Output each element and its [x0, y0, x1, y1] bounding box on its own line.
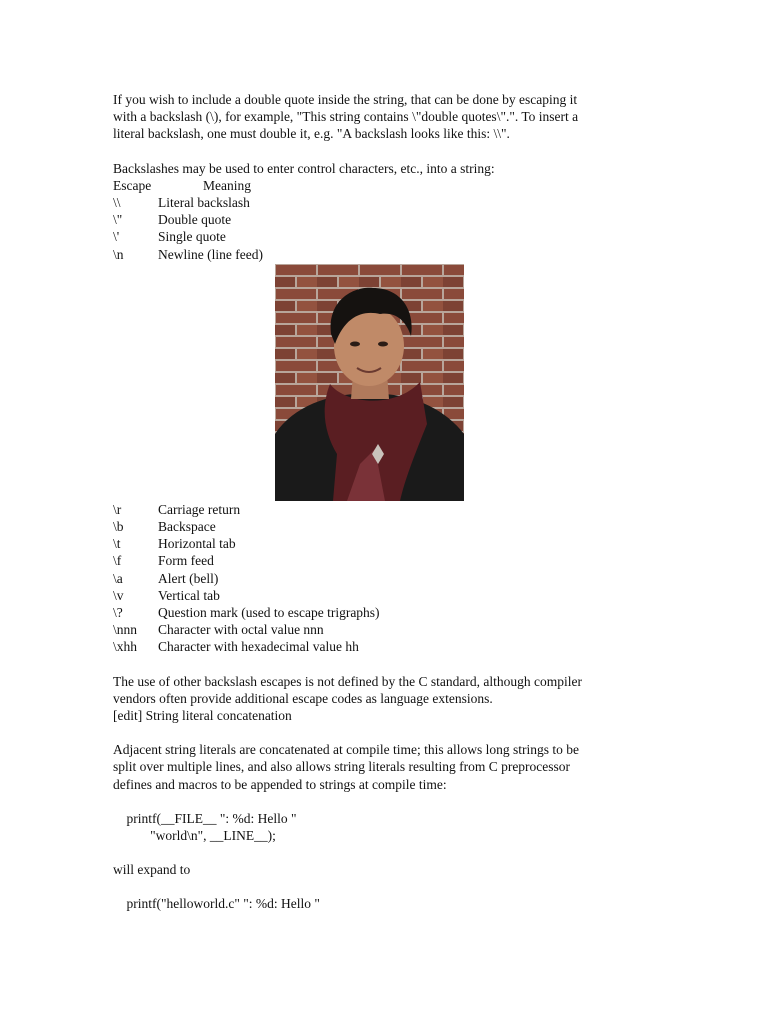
- escape-row: [113, 552, 653, 569]
- escape-meaning: Newline (line feed): [158, 246, 263, 262]
- escape-code: \?: [113, 605, 123, 621]
- escape-table-top: [113, 194, 653, 263]
- escape-row: [113, 604, 653, 621]
- escape-row: [113, 638, 653, 655]
- escape-meaning: Carriage return: [158, 501, 241, 517]
- header-escape: Escape: [113, 177, 152, 193]
- escape-code: \a: [113, 570, 123, 586]
- escape-meaning: Single quote: [158, 229, 226, 245]
- escape-code: \": [113, 212, 123, 228]
- header-meaning: Meaning: [203, 177, 251, 193]
- escape-meaning: Question mark (used to escape trigraphs): [158, 605, 380, 621]
- escape-code: \r: [113, 501, 122, 517]
- concat-line-2: split over multiple lines, and also allows string literals resulting from C preprocessor: [113, 759, 571, 775]
- escape-row: [113, 518, 653, 535]
- escape-meaning: Alert (bell): [158, 570, 219, 586]
- escape-row: [113, 246, 653, 263]
- escape-row: [113, 501, 653, 518]
- escape-row: [113, 621, 653, 638]
- escape-row: [113, 587, 653, 604]
- escape-meaning: Vertical tab: [158, 587, 220, 603]
- other-escapes-line-1: The use of other backslash escapes is not defined by the C standard, although compiler: [113, 673, 582, 689]
- escape-code: \f: [113, 553, 122, 569]
- escape-meaning: Literal backslash: [158, 195, 250, 211]
- intro-line-2: with a backslash (\), for example, "This string contains \"double quotes\".". To insert a: [113, 109, 579, 125]
- escape-meaning: Backspace: [158, 519, 216, 535]
- escape-meaning: Horizontal tab: [158, 536, 236, 552]
- escape-code: \v: [113, 587, 124, 603]
- escape-table-bottom: [113, 501, 653, 656]
- concat-line-1: Adjacent string literals are concatenated at compile time; this allows long strings to be: [113, 742, 579, 758]
- escape-code: \': [113, 229, 120, 245]
- escape-meaning: Character with octal value nnn: [158, 622, 324, 638]
- code-example-1-line-1: printf(__FILE__ ": %d: Hello ": [113, 810, 297, 826]
- escape-row: [113, 535, 653, 552]
- escape-row: [113, 228, 653, 245]
- document-page: [113, 91, 653, 913]
- control-intro: Backslashes may be used to enter control characters, etc., into a string:: [113, 160, 495, 176]
- code-example-1-line-2: "world\n", __LINE__);: [113, 828, 276, 844]
- escape-code: \t: [113, 536, 121, 552]
- other-escapes-line-2: vendors often provide additional escape codes as language extensions.: [113, 690, 493, 706]
- escape-meaning: Character with hexadecimal value hh: [158, 639, 359, 655]
- intro-line-3: literal backslash, one must double it, e.g. "A backslash looks like this: \\".: [113, 126, 510, 142]
- escape-code: \nnn: [113, 622, 138, 638]
- escape-row: [113, 194, 653, 211]
- escape-row: [113, 570, 653, 587]
- escape-code: \b: [113, 519, 124, 535]
- escape-code: \\: [113, 195, 121, 211]
- escape-code: \xhh: [113, 639, 138, 655]
- escape-table-header: [113, 177, 653, 194]
- concat-line-3: defines and macros to be appended to strings at compile time:: [113, 776, 447, 792]
- code-example-2-line-1: printf("helloworld.c" ": %d: Hello ": [113, 896, 320, 912]
- expand-text: will expand to: [113, 862, 191, 878]
- escape-code: \n: [113, 246, 124, 262]
- intro-line-1: If you wish to include a double quote inside the string, that can be done by escaping it: [113, 92, 578, 107]
- escape-row: [113, 211, 653, 228]
- portrait-image: [275, 264, 464, 501]
- escape-meaning: Form feed: [158, 553, 214, 569]
- escape-meaning: Double quote: [158, 212, 232, 228]
- section-heading: [edit] String literal concatenation: [113, 708, 292, 724]
- portrait-photo: [275, 264, 464, 501]
